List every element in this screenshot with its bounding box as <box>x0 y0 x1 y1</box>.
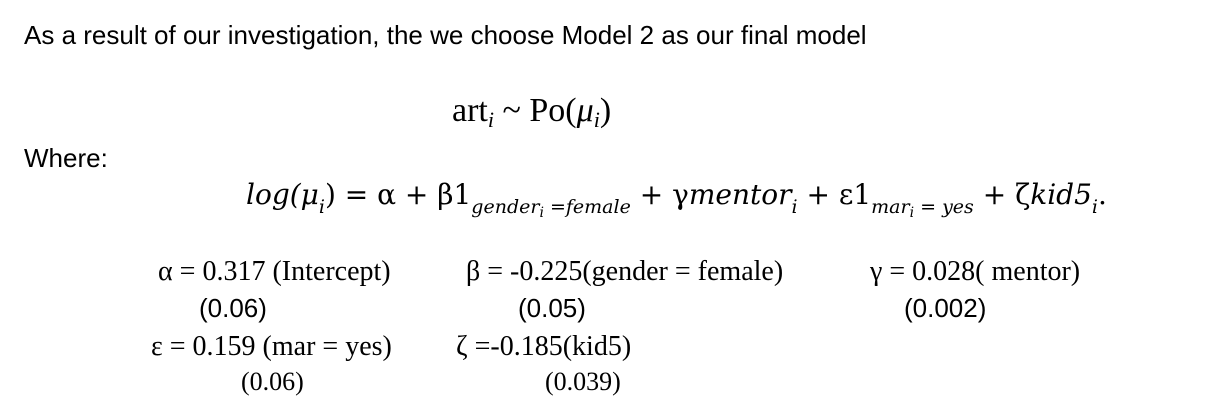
eq-mentor: mentor <box>688 178 792 211</box>
eq-end-period: . <box>1098 178 1107 211</box>
poisson-label: Po( <box>529 92 577 129</box>
eq-mentor-subscript: i <box>791 196 798 218</box>
mu-symbol: μ <box>576 92 594 129</box>
epsilon-coefficient: ε = 0.159 (mar = yes) <box>151 331 392 362</box>
eq-gender-subscript: genderi =female <box>471 196 631 221</box>
formula-lhs: art <box>452 92 488 129</box>
mu-subscript: i <box>593 107 600 132</box>
intro-paragraph: As a result of our investigation, the we choose Model 2 as our final model <box>24 20 867 50</box>
eq-mar-subscript: mari = yes <box>871 196 974 221</box>
formula-lhs-subscript: i <box>487 107 494 132</box>
where-label: Where: <box>24 143 108 173</box>
eq-gamma-term: + γ <box>630 178 689 211</box>
close-paren: ) <box>599 92 612 129</box>
gamma-standard-error: (0.002) <box>904 293 987 323</box>
eq-alpha-beta-terms: ) = α + β1 <box>324 178 472 211</box>
tilde-symbol: ~ <box>502 92 521 129</box>
log-link-equation <box>246 178 1107 221</box>
eq-kid5-subscript: i <box>1091 196 1098 218</box>
eq-zeta-term: + ζ <box>973 178 1031 211</box>
zeta-standard-error: (0.039) <box>545 367 621 396</box>
eq-kid5: kid5 <box>1030 178 1092 211</box>
gamma-coefficient: γ = 0.028( mentor) <box>870 256 1081 287</box>
alpha-coefficient: α = 0.317 (Intercept) <box>158 256 391 287</box>
eq-i-subscript: i <box>318 196 325 218</box>
eq-log-mu: log(μ <box>246 178 319 211</box>
distribution-formula <box>452 92 611 133</box>
alpha-standard-error: (0.06) <box>199 293 267 323</box>
eq-epsilon-term: + ε1 <box>797 178 872 211</box>
epsilon-standard-error: (0.06) <box>241 367 304 396</box>
beta-standard-error: (0.05) <box>518 293 586 323</box>
beta-coefficient: β = -0.225(gender = female) <box>466 256 784 287</box>
zeta-coefficient: ζ =-0.185(kid5) <box>456 331 632 362</box>
